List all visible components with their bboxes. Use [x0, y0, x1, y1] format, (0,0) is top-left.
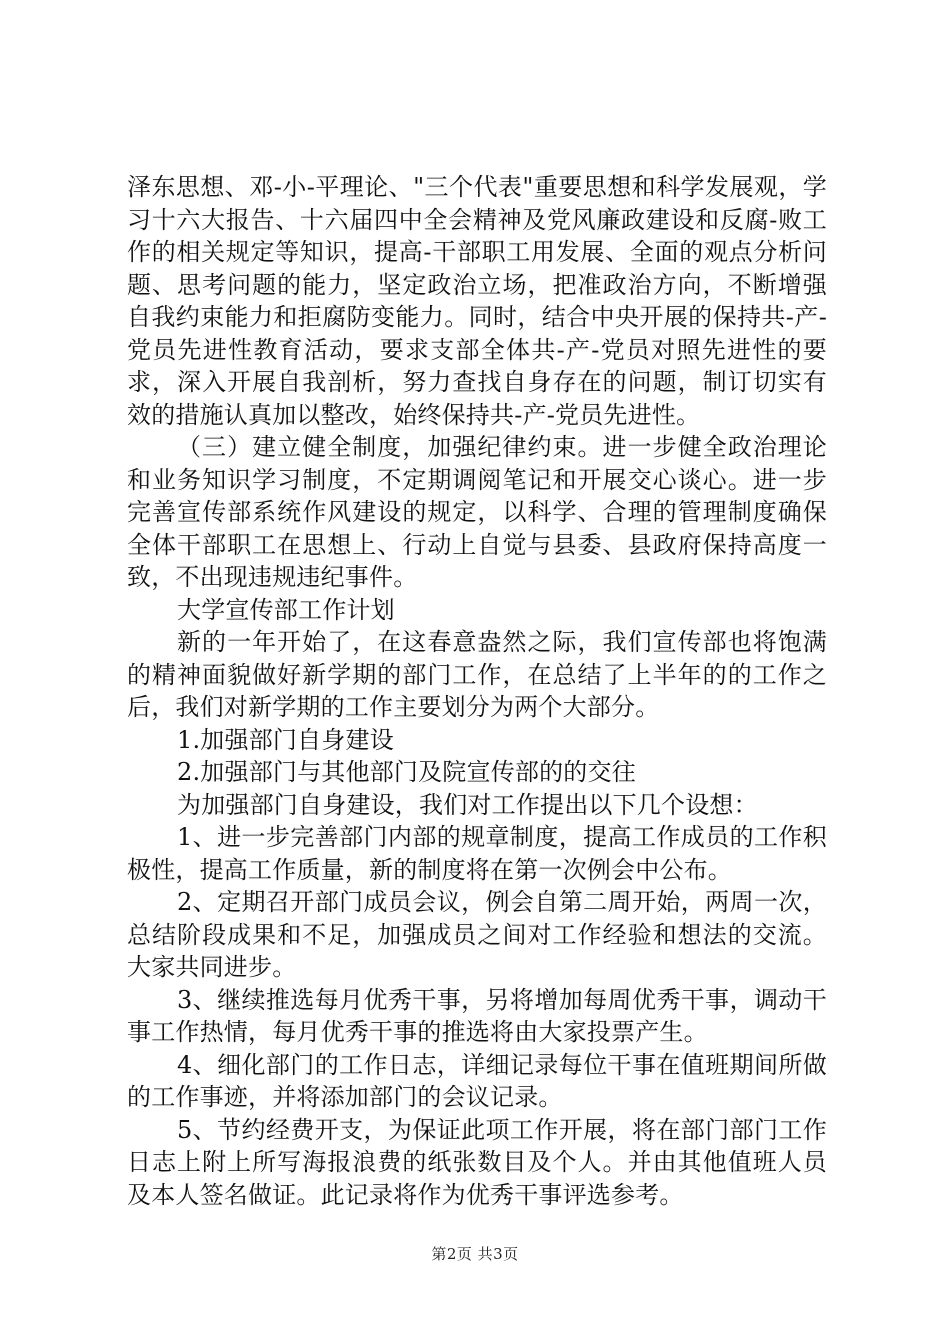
page-number-label: 第2页 共3页 [431, 1245, 519, 1263]
list-item-2: 2.加强部门与其他部门及院宣传部的的交往 [177, 758, 636, 786]
page-footer [0, 1243, 950, 1264]
document-body [127, 171, 827, 1211]
plan-item-5: 5、节约经费开支，为保证此项工作开展，将在部门部门工作日志上附上所写海报浪费的纸张数目及个人。并由其他值班人员及本人签名做证。此记录将作为优秀干事评选参考。 [127, 1115, 827, 1209]
paragraph-lead-in: 为加强部门自身建设，我们对工作提出以下几个设想： [177, 790, 758, 819]
list-item-1: 1.加强部门自身建设 [177, 725, 394, 754]
paragraph-section-three: （三）建立健全制度，加强纪律约束。进一步健全政治理论和业务知识学习制度，不定期调阅笔记和开展交心谈心。进一步完善宣传部系统作风建设的规定，以科学、合理的管理制度确保全体干部职工在思想上、行动上自觉与县委、县政府保持高度一致，不出现违规违纪事件。 [127, 433, 827, 591]
paragraph-continuation: 泽东思想、邓-小-平理论、"三个代表"重要思想和科学发展观，学习十六大报告、十六届四中全会精神及党风廉政建设和反腐-败工作的相关规定等知识，提高-干部职工用发展、全面的观点分析问题、思考问题的能力，坚定政治立场，把准政治方向，不断增强自我约束能力和拒腐防变能力。同时，结合中央开展的保持共-产-党员先进性教育活动，要求支部全体共-产-党员对照先进性的要求，深入开展自我剖析，努力查找自身存在的问题，制订切实有效的措施认真加以整改，始终保持共-产-党员先进性。 [127, 173, 827, 429]
plan-item-2: 2、定期召开部门成员会议，例会自第二周开始，两周一次，总结阶段成果和不足，加强成员之间对工作经验和想法的交流。大家共同进步。 [127, 888, 827, 981]
plan-item-1: 1、进一步完善部门内部的规章制度，提高工作成员的工作积极性，提高工作质量，新的制度将在第一次例会中公布。 [127, 823, 827, 884]
plan-item-3: 3、继续推选每月优秀干事，另将增加每周优秀干事，调动干事工作热情，每月优秀干事的推选将由大家投票产生。 [127, 985, 827, 1046]
paragraph-intro: 新的一年开始了，在这春意盎然之际，我们宣传部也将饱满的精神面貌做好新学期的部门工作，在总结了上半年的的工作之后，我们对新学期的工作主要划分为两个大部分。 [127, 628, 827, 721]
plan-item-4: 4、细化部门的工作日志，详细记录每位干事在值班期间所做的工作事迹，并将添加部门的会议记录。 [127, 1050, 827, 1111]
section-heading: 大学宣传部工作计划 [177, 595, 395, 624]
